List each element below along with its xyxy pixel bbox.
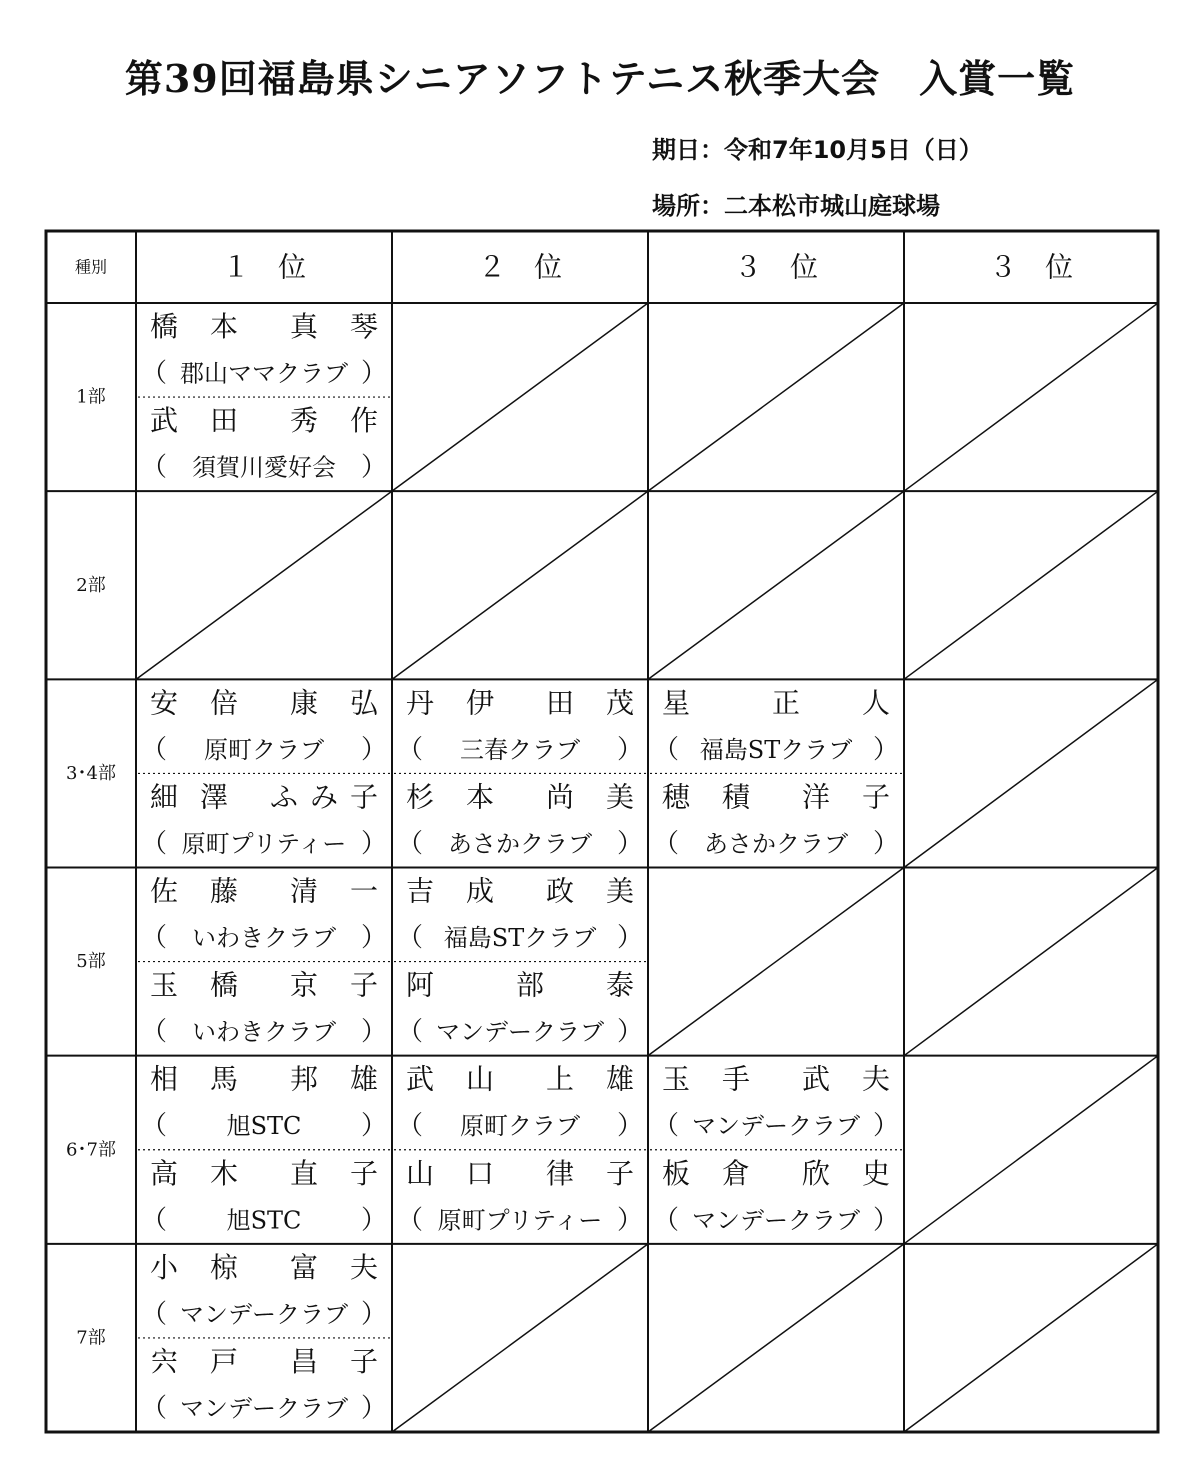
- club-paren-open: （: [396, 1111, 424, 1142]
- player-name-char: 雄: [349, 1062, 379, 1096]
- club-paren-close: ）: [616, 734, 644, 765]
- empty-cell-diagonal: [904, 1056, 1158, 1244]
- player-name-char: 佐: [149, 874, 179, 908]
- player-name-char: 弘: [349, 686, 379, 720]
- player-name-char: 琴: [349, 310, 379, 344]
- club-name: マンデークラブ: [692, 1112, 860, 1141]
- club-name: いわきクラブ: [192, 1018, 336, 1047]
- player-name-char: 澤: [199, 780, 229, 814]
- empty-cell-diagonal: [648, 303, 904, 491]
- player-name-char: 宍: [149, 1344, 179, 1378]
- club-paren-open: （: [652, 734, 680, 765]
- club-paren-open: （: [140, 358, 168, 389]
- club-paren-open: （: [140, 1205, 168, 1236]
- player-name-char: 子: [349, 780, 379, 814]
- player-name-char: 夫: [861, 1062, 891, 1096]
- player-name-char: 清: [289, 874, 319, 908]
- header-rank-1: １ 位: [221, 250, 307, 284]
- header-category: 種別: [74, 257, 108, 277]
- player-name-char: 高: [149, 1156, 179, 1190]
- club-name: 原町プリティー: [437, 1206, 603, 1235]
- club-paren-close: ）: [360, 452, 388, 483]
- club-paren-close: ）: [872, 734, 900, 765]
- club-paren-open: （: [140, 828, 168, 859]
- player-name-char: 政: [545, 874, 575, 908]
- event-date: 期日：令和7年10月5日（日）: [652, 136, 983, 164]
- player-name-char: ふ: [269, 780, 299, 814]
- club-name: 旭STC: [226, 1112, 302, 1141]
- club-name: 福島STクラブ: [443, 924, 597, 953]
- player-name-char: 椋: [209, 1250, 239, 1284]
- player-name-char: 一: [349, 874, 379, 908]
- club-paren-open: （: [396, 1205, 424, 1236]
- player-name-char: 邦: [289, 1062, 319, 1096]
- player-name-char: 倉: [721, 1156, 751, 1190]
- club-paren-close: ）: [360, 734, 388, 765]
- event-venue: 場所：二本松市城山庭球場: [652, 192, 940, 220]
- category-label: 1部: [76, 386, 106, 408]
- club-paren-close: ）: [616, 1205, 644, 1236]
- player-name-char: 馬: [209, 1062, 239, 1096]
- player-name-char: 京: [289, 968, 319, 1002]
- club-name: マンデークラブ: [180, 1394, 348, 1423]
- club-paren-open: （: [396, 923, 424, 954]
- club-name: 須賀川愛好会: [192, 453, 336, 482]
- club-name: 原町プリティー: [181, 829, 347, 858]
- club-paren-close: ）: [616, 828, 644, 859]
- player-name-char: 手: [721, 1062, 751, 1096]
- player-name-char: 直: [289, 1156, 319, 1190]
- club-name: マンデークラブ: [692, 1206, 860, 1235]
- club-name: いわきクラブ: [192, 924, 336, 953]
- player-name-char: 積: [721, 780, 751, 814]
- player-name-char: 本: [465, 780, 495, 814]
- club-paren-close: ）: [360, 1393, 388, 1424]
- player-name-char: 律: [545, 1156, 575, 1190]
- club-paren-open: （: [652, 1205, 680, 1236]
- club-name: 三春クラブ: [460, 735, 580, 764]
- player-name-char: み: [309, 780, 339, 814]
- header-rank-2: ２ 位: [477, 250, 563, 284]
- club-paren-open: （: [140, 452, 168, 483]
- player-name-char: 武: [405, 1062, 435, 1096]
- club-name: マンデークラブ: [180, 1300, 348, 1329]
- club-paren-open: （: [140, 1393, 168, 1424]
- club-paren-open: （: [140, 1017, 168, 1048]
- player-name-char: 細: [149, 780, 179, 814]
- club-paren-open: （: [396, 734, 424, 765]
- player-name-char: 相: [149, 1062, 179, 1096]
- player-name-char: 康: [289, 686, 319, 720]
- player-name-char: 茂: [605, 686, 635, 720]
- player-name-char: 作: [349, 404, 379, 438]
- club-paren-close: ）: [360, 1017, 388, 1048]
- empty-cell-diagonal: [904, 303, 1158, 491]
- player-name-char: 田: [209, 404, 239, 438]
- player-name-char: 安: [149, 686, 179, 720]
- club-paren-close: ）: [616, 1111, 644, 1142]
- empty-cell-diagonal: [136, 491, 392, 679]
- club-paren-close: ）: [360, 828, 388, 859]
- player-name-char: 武: [801, 1062, 831, 1096]
- club-paren-open: （: [140, 734, 168, 765]
- empty-cell-diagonal: [648, 1244, 904, 1432]
- player-name-char: 昌: [289, 1344, 319, 1378]
- empty-cell-diagonal: [904, 1244, 1158, 1432]
- player-name-char: 美: [605, 874, 635, 908]
- club-paren-close: ）: [872, 1205, 900, 1236]
- page-title: 第39回福島県シニアソフトテニス秋季大会 入賞一覧: [124, 56, 1076, 101]
- player-name-char: 富: [289, 1250, 319, 1284]
- club-paren-close: ）: [872, 1111, 900, 1142]
- player-name-char: 正: [771, 686, 801, 720]
- player-name-char: 藤: [209, 874, 239, 908]
- player-name-char: 吉: [405, 874, 435, 908]
- player-name-char: 穂: [661, 780, 691, 814]
- player-name-char: 子: [605, 1156, 635, 1190]
- club-name: あさかクラブ: [704, 829, 848, 858]
- club-paren-open: （: [140, 923, 168, 954]
- player-name-char: 秀: [289, 404, 319, 438]
- player-name-char: 洋: [801, 780, 831, 814]
- club-name: 福島STクラブ: [699, 735, 853, 764]
- club-name: 旭STC: [226, 1206, 302, 1235]
- player-name-char: 本: [209, 310, 239, 344]
- player-name-char: 戸: [209, 1344, 239, 1378]
- player-name-char: 人: [861, 686, 891, 720]
- player-name-char: 武: [149, 404, 179, 438]
- club-paren-close: ）: [616, 1017, 644, 1048]
- player-name-char: 田: [545, 686, 575, 720]
- player-name-char: 阿: [405, 968, 435, 1002]
- player-name-char: 部: [515, 968, 545, 1002]
- player-name-char: 子: [349, 1344, 379, 1378]
- club-paren-close: ）: [360, 1205, 388, 1236]
- player-name-char: 山: [465, 1062, 495, 1096]
- empty-cell-diagonal: [648, 868, 904, 1056]
- club-name: あさかクラブ: [448, 829, 592, 858]
- player-name-char: 木: [209, 1156, 239, 1190]
- player-name-char: 杉: [405, 780, 435, 814]
- club-name: 郡山ママクラブ: [180, 359, 348, 388]
- empty-cell-diagonal: [648, 491, 904, 679]
- header-rank-4: ３ 位: [988, 250, 1074, 284]
- header-rank-3: ３ 位: [733, 250, 819, 284]
- player-name-char: 泰: [605, 968, 635, 1002]
- category-label: 2部: [76, 574, 106, 596]
- player-name-char: 丹: [405, 686, 435, 720]
- club-paren-open: （: [396, 1017, 424, 1048]
- category-label: 7部: [76, 1327, 106, 1349]
- club-paren-open: （: [140, 1299, 168, 1330]
- category-label: 5部: [76, 951, 106, 973]
- player-name-char: 橋: [209, 968, 239, 1002]
- player-name-char: 夫: [349, 1250, 379, 1284]
- player-name-char: 口: [465, 1156, 495, 1190]
- player-name-char: 山: [405, 1156, 435, 1190]
- club-paren-close: ）: [616, 923, 644, 954]
- club-paren-open: （: [396, 828, 424, 859]
- club-paren-close: ）: [360, 1299, 388, 1330]
- club-paren-open: （: [140, 1111, 168, 1142]
- player-name-char: 橋: [149, 310, 179, 344]
- club-paren-close: ）: [360, 923, 388, 954]
- club-paren-open: （: [652, 828, 680, 859]
- club-name: マンデークラブ: [436, 1018, 604, 1047]
- empty-cell-diagonal: [904, 679, 1158, 867]
- player-name-char: 成: [465, 874, 495, 908]
- player-name-char: 倍: [209, 686, 239, 720]
- player-name-char: 美: [605, 780, 635, 814]
- empty-cell-diagonal: [904, 491, 1158, 679]
- empty-cell-diagonal: [392, 491, 648, 679]
- club-paren-close: ）: [360, 358, 388, 389]
- category-label: 3･4部: [66, 762, 116, 784]
- player-name-char: 玉: [149, 968, 179, 1002]
- player-name-char: 史: [861, 1156, 891, 1190]
- club-paren-close: ）: [872, 828, 900, 859]
- club-paren-close: ）: [360, 1111, 388, 1142]
- player-name-char: 子: [349, 1156, 379, 1190]
- empty-cell-diagonal: [904, 868, 1158, 1056]
- player-name-char: 子: [349, 968, 379, 1002]
- player-name-char: 子: [861, 780, 891, 814]
- player-name-char: 板: [661, 1156, 691, 1190]
- player-name-char: 真: [289, 310, 319, 344]
- player-name-char: 玉: [661, 1062, 691, 1096]
- player-name-char: 欣: [801, 1156, 831, 1190]
- empty-cell-diagonal: [392, 1244, 648, 1432]
- player-name-char: 上: [545, 1062, 575, 1096]
- player-name-char: 尚: [545, 780, 575, 814]
- empty-cell-diagonal: [392, 303, 648, 491]
- category-label: 6･7部: [66, 1139, 116, 1161]
- club-paren-open: （: [652, 1111, 680, 1142]
- player-name-char: 星: [661, 686, 691, 720]
- club-name: 原町クラブ: [204, 735, 324, 764]
- player-name-char: 雄: [605, 1062, 635, 1096]
- player-name-char: 伊: [465, 686, 495, 720]
- player-name-char: 小: [149, 1250, 179, 1284]
- club-name: 原町クラブ: [460, 1112, 580, 1141]
